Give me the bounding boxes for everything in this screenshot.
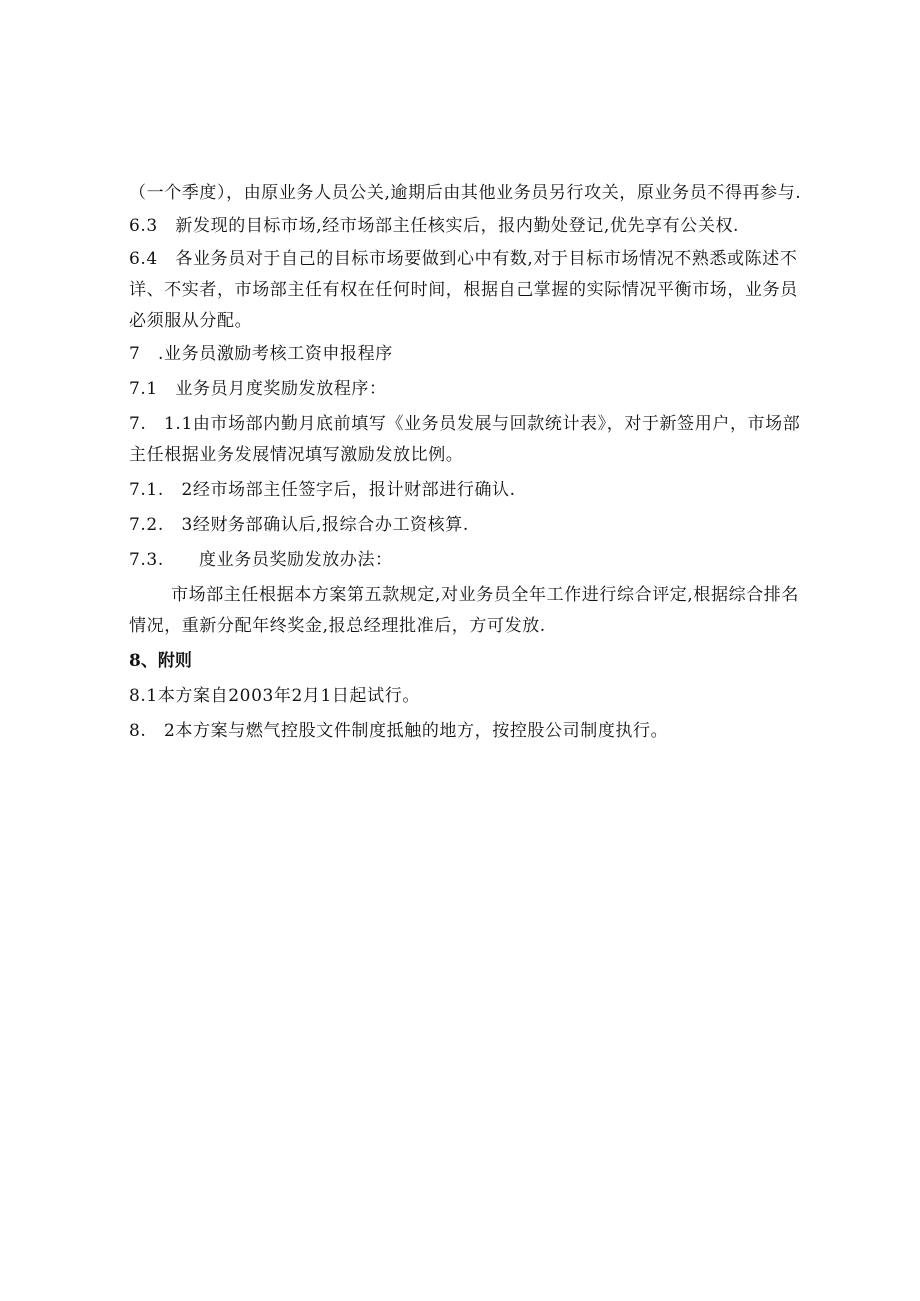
paragraph-6-3: 6.3 新发现的目标市场,经市场部主任核实后，报内勤处登记,优先享有公关权. [129,216,740,236]
section-8-heading: 8、附则 [129,651,192,671]
paragraph-7-1-1: 7. 1.1由市场部内勤月底前填写《业务员发展与回款统计表》，对于新签用户，市场部主任根据业务发展情况填写激励发放比例。 [129,414,801,465]
paragraph-8-1: 8.1本方案自2003年2月1日起试行。 [129,686,420,706]
paragraph-annual-bonus: 市场部主任根据本方案第五款规定,对业务员全年工作进行综合评定,根据综合排名情况，重新分配年终奖金,报总经理批准后，方可发放. [129,585,800,636]
document-body [129,178,809,747]
paragraph-7-title: 7 .业务员激励考核工资申报程序 [129,344,393,364]
paragraph-7-3: 7.3. 度业务员奖励发放办法： [129,550,393,570]
paragraph-7-2-3: 7.2. 3经财务部确认后,报综合办工资核算. [129,515,469,535]
paragraph-7-1: 7.1 业务员月度奖励发放程序： [129,379,387,399]
paragraph-quarter-note: （一个季度），由原业务人员公关,逾期后由其他业务员另行攻关，原业务员不得再参与. [129,183,802,203]
paragraph-8-2: 8. 2本方案与燃气控股文件制度抵触的地方，按控股公司制度执行。 [129,721,669,741]
paragraph-7-1-2: 7.1. 2经市场部主任签字后，报计财部进行确认. [129,480,516,500]
paragraph-6-4: 6.4 各业务员对于自己的目标市场要做到心中有数,对于目标市场情况不熟悉或陈述不详、不实者，市场部主任有权在任何时间，根据自己掌握的实际情况平衡市场，业务员必须服从分配。 [129,249,798,331]
